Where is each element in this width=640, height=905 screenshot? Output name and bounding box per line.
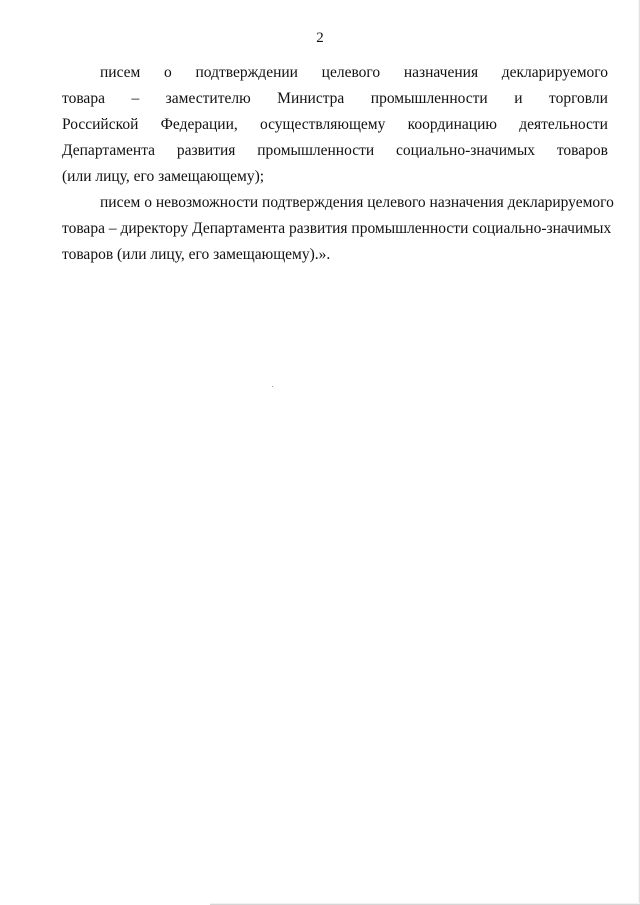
word: товаров <box>556 142 608 159</box>
paragraph-2-line-1: писем о невозможности подтверждения целевого назначения декларируемого <box>100 194 614 211</box>
paragraph-1-line-3 <box>62 116 608 134</box>
word: о <box>164 64 172 81</box>
word: социально-значимых <box>396 142 535 159</box>
word: – <box>131 90 140 107</box>
word: заместителю <box>165 90 251 107</box>
word: и <box>514 90 523 107</box>
word: Министра <box>277 90 345 107</box>
word: Федерации, <box>160 116 238 133</box>
word: писем <box>100 64 141 81</box>
paragraph-1-line-4 <box>62 142 608 160</box>
word: Департамента <box>62 142 156 159</box>
word: декларируемого <box>501 64 608 81</box>
scan-speck <box>272 386 273 387</box>
word: товара <box>62 90 105 107</box>
word: координацию <box>407 116 497 133</box>
paragraph-2-last-line: товаров (или лицу, его замещающему).». <box>62 246 331 263</box>
word: подтверждении <box>195 64 298 81</box>
paragraph-1-line-2 <box>62 90 608 108</box>
word: торговли <box>549 90 608 107</box>
word: промышленности <box>257 142 375 159</box>
word: Российской <box>62 116 139 133</box>
word: назначения <box>403 64 479 81</box>
word: деятельности <box>519 116 608 133</box>
word: развития <box>176 142 236 159</box>
paragraph-2-line-2: товара – директору Департамента развития промышленности социально-значимых <box>62 220 612 237</box>
word: промышленности <box>370 90 488 107</box>
page-number: 2 <box>316 30 324 46</box>
paragraph-1-line-1 <box>100 64 608 82</box>
word: осуществляющему <box>260 116 386 133</box>
word: целевого <box>321 64 381 81</box>
paragraph-1-last-line: (или лицу, его замещающему); <box>62 168 265 185</box>
